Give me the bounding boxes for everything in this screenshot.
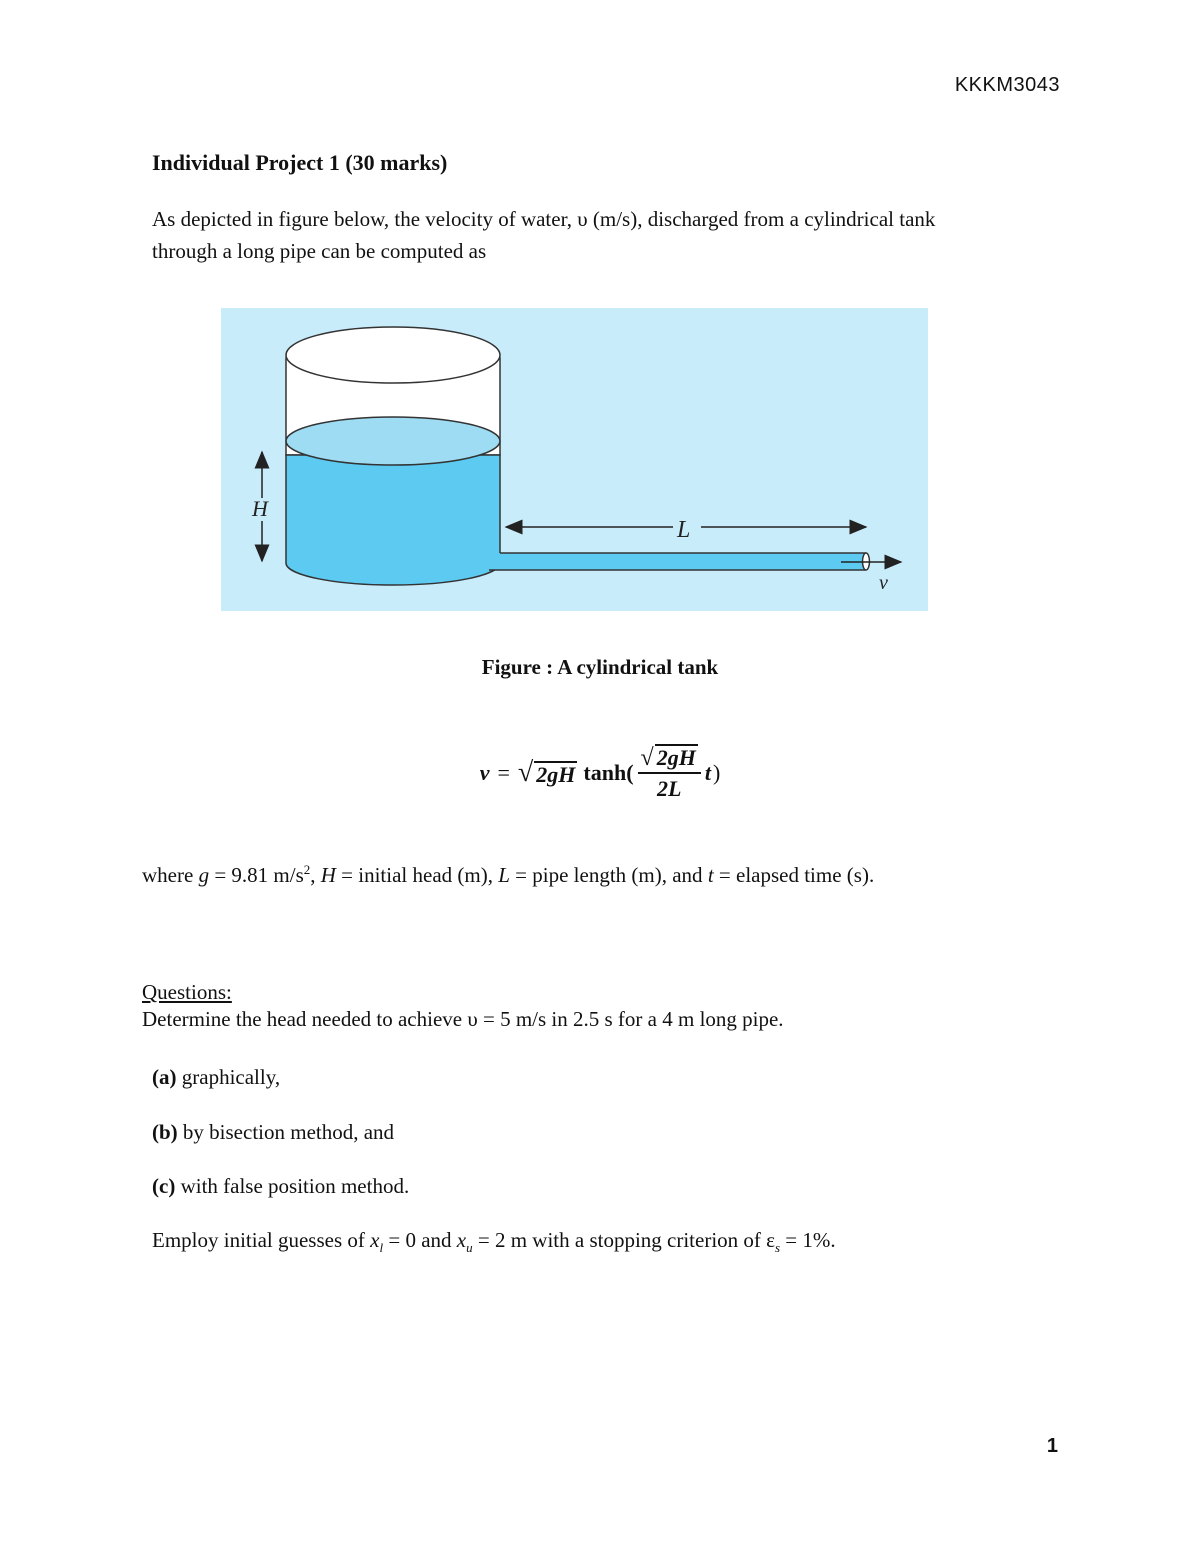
figure-caption: Figure : A cylindrical tank <box>481 655 719 679</box>
initial-guess-line <box>152 1228 836 1256</box>
eq-equals: = <box>497 760 510 786</box>
where-text: where <box>142 863 199 887</box>
radical-icon: √ <box>517 757 534 789</box>
water-surface <box>286 417 500 465</box>
item-marker: (a) <box>152 1065 177 1089</box>
guess-text: = 2 m with a stopping criterion of ε <box>472 1228 775 1252</box>
question-task: Determine the head needed to achieve υ = 5 m/s in 2.5 s for a 4 m long pipe. <box>142 1007 784 1031</box>
intro-line-1: As depicted in figure below, the velocity of water, υ (m/s), discharged from a cylindrical tank <box>152 207 936 231</box>
item-marker: (c) <box>152 1174 176 1198</box>
superscript: 2 <box>303 862 311 877</box>
subscript: l <box>379 1240 384 1256</box>
head-label: H <box>252 496 268 521</box>
eq-lhs: v <box>479 760 490 786</box>
tank-top-rim <box>286 327 500 383</box>
var-xu: x <box>456 1228 467 1252</box>
question-item-b <box>152 1120 394 1145</box>
length-label: L <box>677 517 691 543</box>
eq-sqrt <box>518 759 578 787</box>
eq-t: t <box>704 760 711 786</box>
where-text: , <box>310 863 321 887</box>
item-text: with false position method. <box>180 1174 410 1198</box>
questions-heading: Questions: <box>142 980 232 1004</box>
variable-definitions <box>142 862 874 888</box>
item-text: graphically, <box>181 1065 281 1089</box>
intro-line-2: through a long pipe can be computed as <box>152 239 487 263</box>
var-g: g <box>198 863 210 887</box>
eq-frac-num-term: 2gH <box>656 745 696 770</box>
eq-fraction <box>638 744 701 802</box>
tank-figure <box>221 308 928 616</box>
eq-tanh: tanh( <box>583 760 634 786</box>
guess-text: = 1%. <box>780 1228 836 1252</box>
question-item-a <box>152 1065 280 1090</box>
pipe <box>491 553 866 570</box>
page-number: 1 <box>1046 1435 1058 1457</box>
var-L: L <box>498 863 510 887</box>
where-text: = pipe length (m), and <box>509 863 708 887</box>
eq-frac-denominator: 2L <box>656 776 682 802</box>
where-text: = 9.81 m/s <box>209 863 304 887</box>
var-t: t <box>707 863 714 887</box>
eq-sqrt-term: 2gH <box>536 761 576 787</box>
item-marker: (b) <box>152 1120 178 1144</box>
velocity-label: v <box>879 572 888 594</box>
page-title: Individual Project 1 (30 marks) <box>152 150 448 175</box>
radical-icon: √ <box>640 745 654 772</box>
eq-frac-numerator <box>638 744 701 774</box>
tank-water <box>286 455 500 585</box>
question-item-c <box>152 1174 409 1199</box>
guess-text: = 0 and <box>383 1228 457 1252</box>
tank-diagram <box>221 308 928 611</box>
var-xl: x <box>370 1228 380 1252</box>
velocity-equation <box>0 744 1200 802</box>
eq-close: ) <box>712 760 721 786</box>
guess-text: Employ initial guesses of <box>152 1228 371 1252</box>
subscript: s <box>774 1240 781 1256</box>
var-H: H <box>320 863 336 887</box>
course-code: KKKM3043 <box>954 74 1060 96</box>
subscript: u <box>466 1240 473 1256</box>
where-text: = elapsed time (s). <box>713 863 875 887</box>
item-text: by bisection method, and <box>182 1120 395 1144</box>
where-text: = initial head (m), <box>335 863 499 887</box>
